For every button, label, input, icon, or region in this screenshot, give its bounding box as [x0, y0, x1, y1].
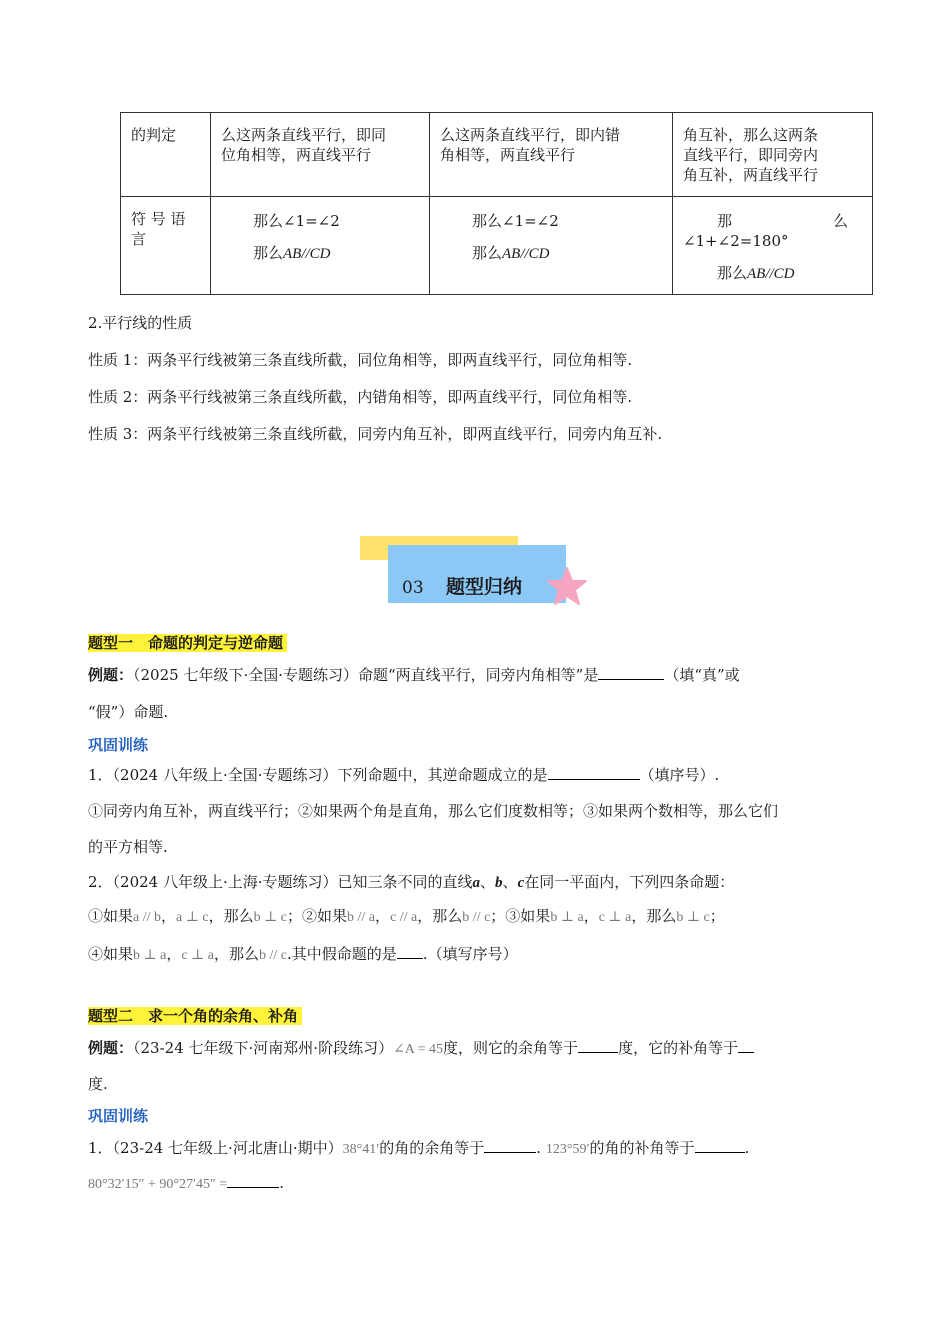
type1-q2: 2．（2024 八年级上·上海·专题练习）已知三条不同的直线a、b、c在同一平面内，下列四条命题：: [88, 873, 735, 891]
math-expression: a ⊥ c: [176, 910, 209, 925]
cell-text: 位角相等，两直线平行: [221, 146, 372, 164]
math-expression: b // a: [347, 910, 376, 925]
type1-q2-propositions: [88, 906, 725, 928]
type1-q2-propositions-cont: ④如果b ⊥ a，c ⊥ a，那么b // c.其中假命题的是 .（填写序号）: [88, 945, 518, 963]
type2-heading: 题型二 求一个角的余角、补角: [88, 1006, 302, 1026]
answer-blank[interactable]: [738, 1038, 754, 1053]
cell-text: ∠1+∠2=180°: [683, 232, 789, 250]
star-icon: [546, 566, 588, 606]
cell-text: 角互补，那么这两条: [683, 126, 819, 144]
math-expression: b ⊥ c: [676, 910, 710, 925]
text-fragment: ，那么: [631, 907, 677, 925]
math-expression: b ⊥ a: [550, 910, 584, 925]
answer-blank[interactable]: [484, 1138, 536, 1153]
table-cell: [211, 113, 430, 197]
answer-blank[interactable]: [548, 765, 640, 780]
type2-q1: 1．（23-24 七年级上·河北唐山·期中）38°41′的角的余角等于 . 123°59′的角的补角等于 .: [88, 1139, 750, 1157]
text-fragment: ，: [375, 907, 391, 925]
table-cell: [121, 113, 211, 197]
practice-label: 巩固训练: [88, 736, 149, 754]
table-cell: [430, 113, 673, 197]
criteria-table: [120, 112, 873, 295]
answer-blank[interactable]: [227, 1173, 279, 1188]
type1-q1-options: ①同旁内角互补，两直线平行；②如果两个角是直角，那么它们度数相等；③如果两个数相等，那么它们: [88, 802, 779, 820]
banner-number: 03: [402, 578, 424, 598]
table-cell: [211, 197, 430, 295]
table-cell: [430, 197, 673, 295]
property-3: 性质 3：两条平行线被第三条直线所截，同旁内角互补，即两直线平行，同旁内角互补.: [88, 425, 663, 443]
table-cell: [673, 197, 873, 295]
cell-text: 那 么: [717, 212, 848, 230]
answer-blank[interactable]: [578, 1038, 618, 1053]
answer-blank[interactable]: [598, 665, 664, 680]
text-fragment: ，那么: [417, 907, 463, 925]
row-header-criteria: 的判定: [131, 126, 177, 144]
row-header-symbol: 符 号 语: [131, 210, 186, 228]
text-fragment: ；: [709, 907, 725, 925]
cell-text: 那么∠1=∠2: [472, 212, 559, 230]
type2-q1-cont: 80°32′15″ + 90°27′45″ = .: [88, 1174, 285, 1192]
math-expression: a // b: [133, 910, 162, 925]
type1-example: 例题：（2025 七年级下·全国·专题练习）命题“两直线平行，同旁内角相等”是 （填“真”或: [88, 666, 740, 684]
type2-example: 例题：（23-24 七年级下·河南郑州·阶段练习）∠A = 45度，则它的余角等于 度，它的补角等于: [88, 1038, 754, 1060]
cell-text: 么这两条直线平行，即内错: [440, 126, 621, 144]
type1-example-cont: “假”）命题.: [88, 703, 169, 721]
text-fragment: ；②如果: [287, 907, 348, 925]
cell-text: 那么AB//CD: [472, 244, 550, 262]
type1-heading: 题型一 命题的判定与逆命题: [88, 633, 287, 653]
answer-blank[interactable]: [397, 944, 423, 959]
cell-text: 角相等，两直线平行: [440, 146, 576, 164]
section-banner: [0, 530, 950, 610]
banner-title: 题型归纳: [446, 576, 523, 598]
text-fragment: ，那么: [208, 907, 254, 925]
text-fragment: ①如果: [88, 907, 134, 925]
table-cell: [121, 197, 211, 295]
cell-text: 那么∠1=∠2: [253, 212, 340, 230]
math-expression: c // a: [390, 910, 418, 925]
cell-text: 那么AB//CD: [717, 264, 795, 282]
cell-text: 么这两条直线平行，即同: [221, 126, 387, 144]
type1-q1: 1．（2024 八年级上·全国·专题练习）下列命题中，其逆命题成立的是 （填序号）.: [88, 766, 720, 784]
type2-example-cont: 度.: [88, 1075, 108, 1093]
cell-text: 直线平行，即同旁内: [683, 146, 819, 164]
property-1: 性质 1：两条平行线被第三条直线所截，同位角相等，即两直线平行，同位角相等.: [88, 351, 633, 369]
property-2: 性质 2：两条平行线被第三条直线所截，内错角相等，即两直线平行，同位角相等.: [88, 388, 633, 406]
practice-label: 巩固训练: [88, 1107, 149, 1125]
section-heading: 2.平行线的性质: [88, 314, 193, 332]
table-cell: [673, 113, 873, 197]
text-fragment: ，: [583, 907, 599, 925]
answer-blank[interactable]: [695, 1138, 745, 1153]
cell-text: 角互补，两直线平行: [683, 166, 819, 184]
type1-q1-options-cont: 的平方相等.: [88, 838, 168, 856]
math-expression: b // c: [462, 910, 491, 925]
cell-text: 那么AB//CD: [253, 244, 331, 262]
math-expression: b ⊥ c: [253, 910, 288, 925]
text-fragment: ；③如果: [490, 907, 551, 925]
text-fragment: ，: [161, 907, 177, 925]
row-header-symbol: 言: [131, 230, 147, 248]
math-expression: c ⊥ a: [598, 910, 632, 925]
